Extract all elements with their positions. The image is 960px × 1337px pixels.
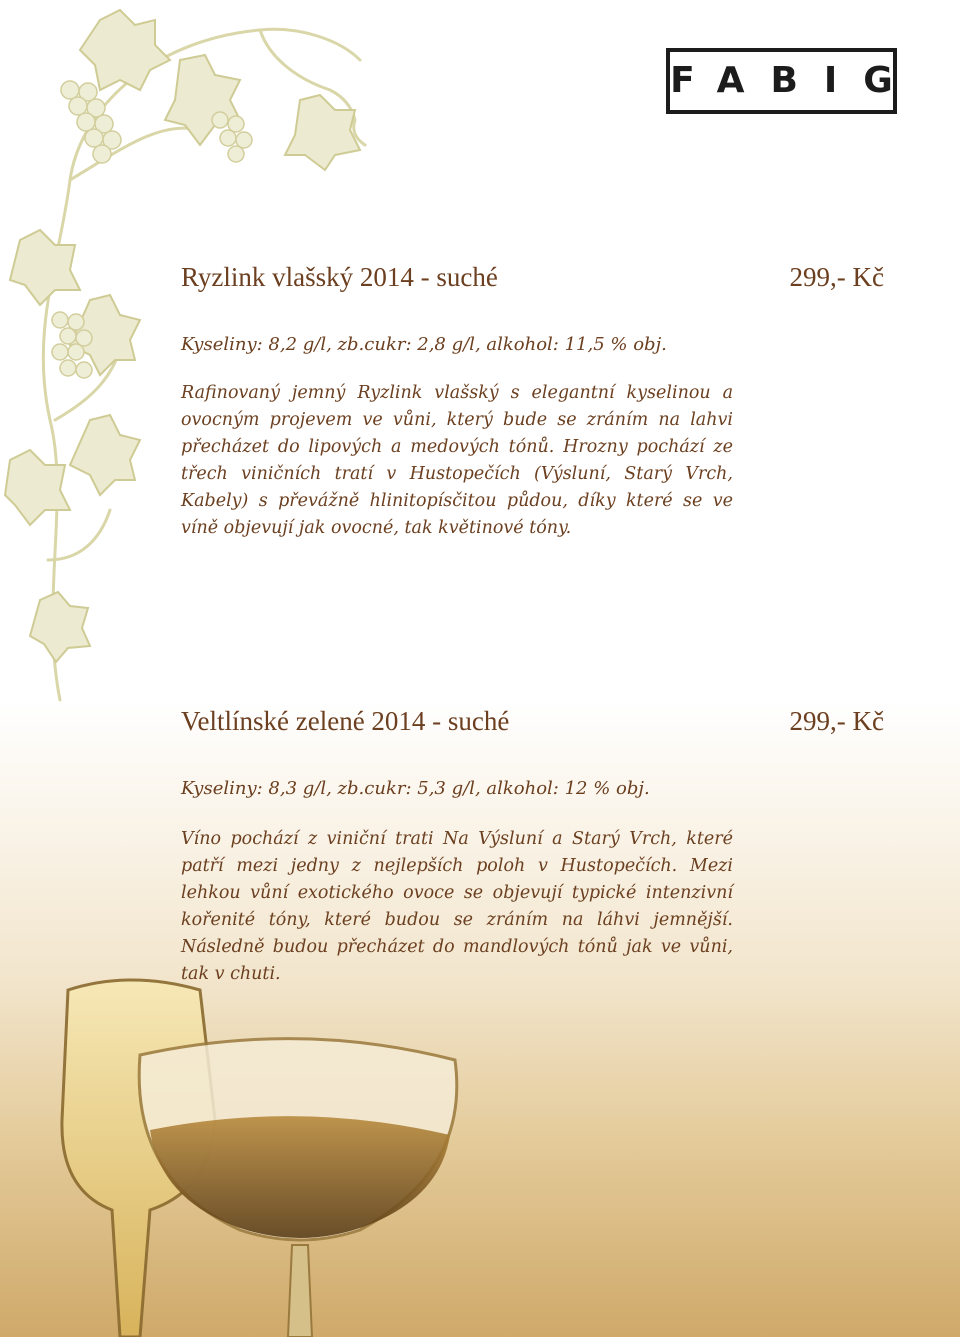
wine-price: 299,- Kč (789, 262, 884, 292)
wine-price: 299,- Kč (789, 706, 884, 736)
wine-name: Ryzlink vlašský 2014 - suché (181, 262, 498, 292)
wine-name: Veltlínské zelené 2014 - suché (181, 706, 510, 736)
wine-description: Víno pochází z viniční trati Na Výsluní a Starý Vrch, které patří mezi jedny z nejlepších poloh v Hustopečích. Mezi lehkou vůní exotického ovoce se objevují typické intenzivní kořenité tóny, které budou se zráním na láhvi jemnější. Následně budou přecházet do mandlových tónů jak ve vůni, tak v chuti. (181, 829, 733, 984)
logo-text: FABIG (670, 60, 919, 101)
wine-description: Rafinovaný jemný Ryzlink vlašský s elegantní kyselinou a ovocným projevem ve vůni, který bude se zráním na lahvi přecházet do lipových a medových tónů. Hrozny pochází ze třech viničních tratí v Hustopečích (Výsluní, Starý Vrch, Kabely) s převážně hlinitopísčitou půdou, díky které se ve víně objevují jak ovocné, tak květinové tóny. (181, 383, 733, 538)
wine-specs: Kyseliny: 8,3 g/l, zb.cukr: 5,3 g/l, alkohol: 12 % obj. (181, 778, 650, 799)
wine-specs: Kyseliny: 8,2 g/l, zb.cukr: 2,8 g/l, alkohol: 11,5 % obj. (181, 334, 667, 355)
grapevine-decoration-icon (0, 0, 380, 720)
wine-glasses-icon (0, 960, 560, 1337)
fabig-logo (666, 48, 919, 114)
